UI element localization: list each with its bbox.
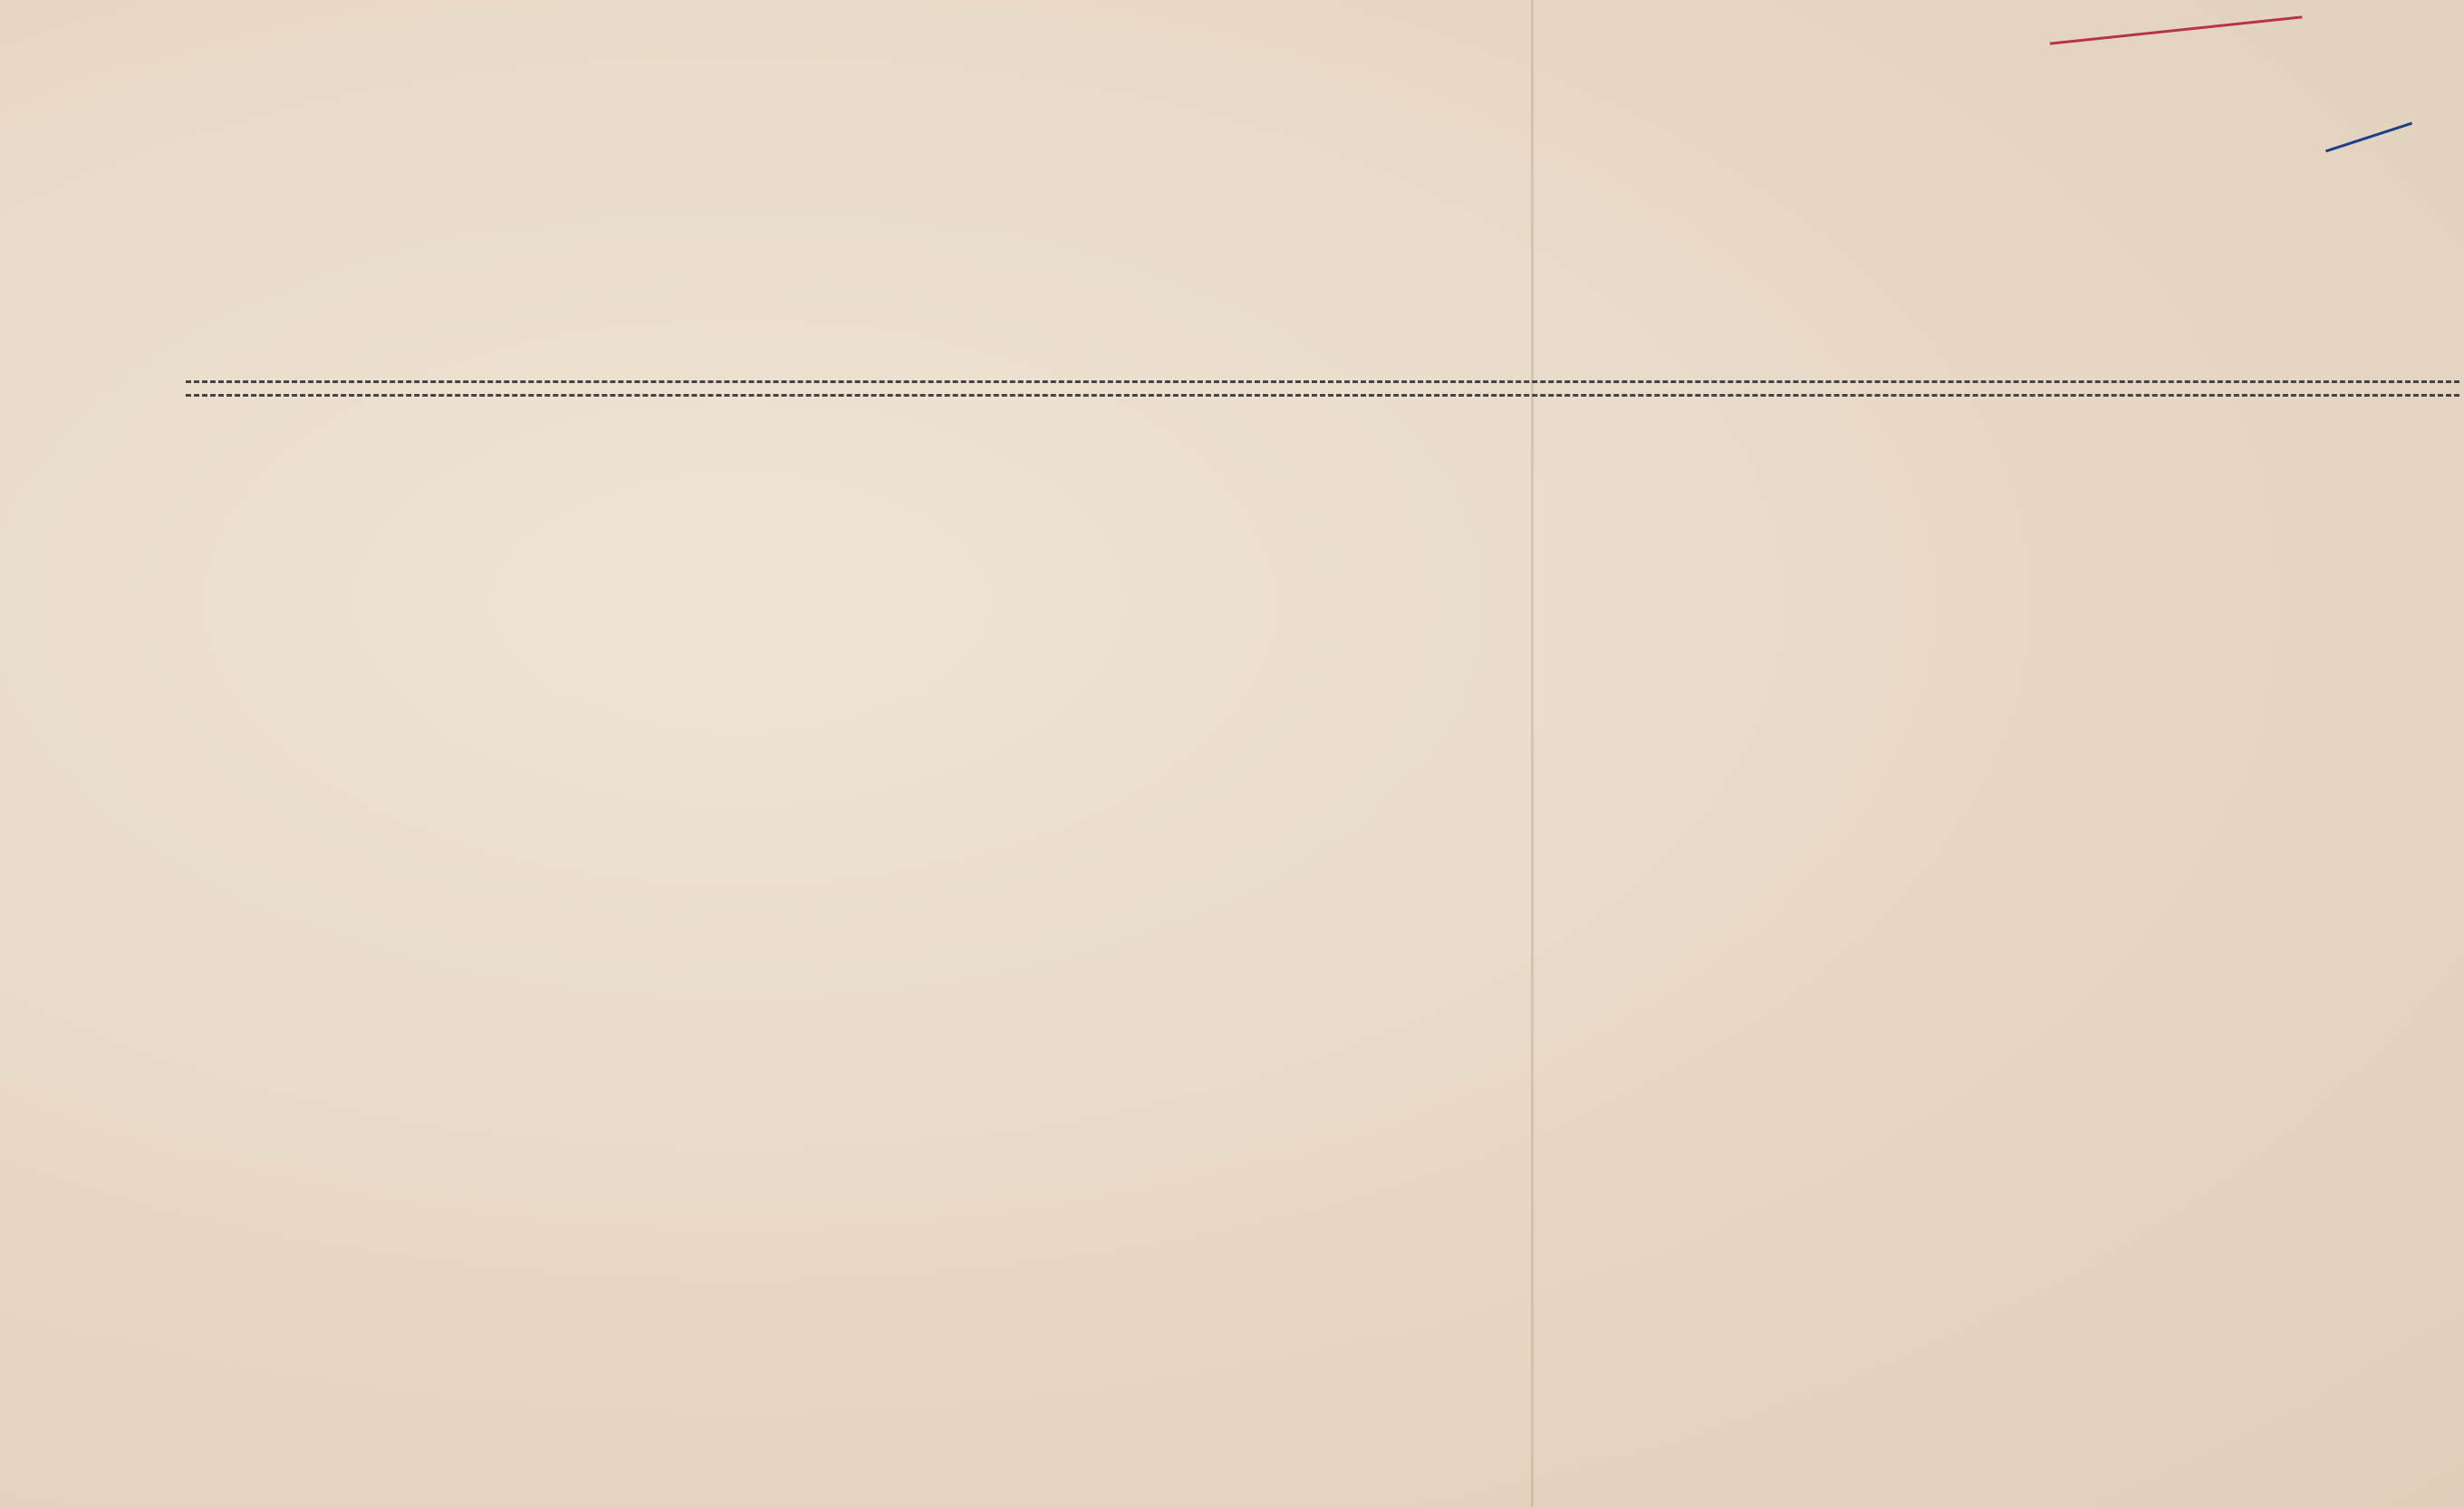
paper-fold — [1531, 0, 1534, 1507]
page-number-stroke — [2325, 122, 2412, 153]
table-top-rule — [186, 380, 2459, 397]
duplicado-annotation — [2050, 14, 2303, 44]
